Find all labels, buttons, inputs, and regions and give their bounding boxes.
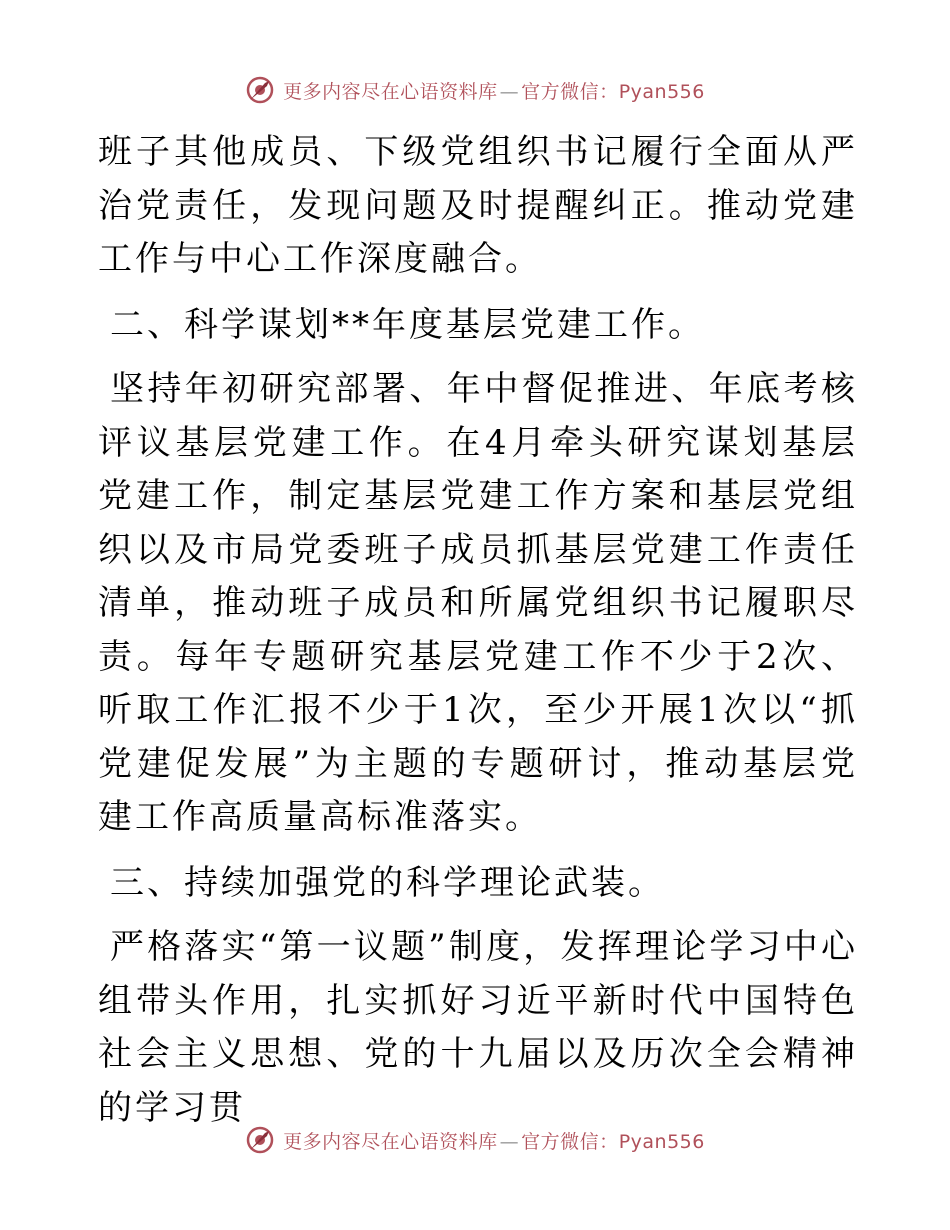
watermark-label: 官方微信： xyxy=(521,80,619,103)
paragraph-section-2: 坚持年初研究部署、年中督促推进、年底考核评议基层党建工作。在4月牵头研究谋划基层党建工作，制定基层党建工作方案和基层党组织以及市局党委班子成员抓基层党建工作责任清单，推动班子成员和所属党组织书记履职尽责。每年专题研究基层党建工作不少于2次、听取工作汇报不少于1次，至少开展1次以“抓党建促发展”为主题的专题研讨，推动基层党建工作高质量高标准落实。 xyxy=(98,369,858,837)
brush-seal-icon xyxy=(245,75,275,105)
watermark-id: Pyan556 xyxy=(618,80,705,103)
watermark-dash: — xyxy=(499,1130,520,1153)
section-heading-3: 三、持续加强党的科学理论武装。 xyxy=(110,862,665,903)
header-watermark xyxy=(0,70,950,110)
paragraph-continuation: 班子其他成员、下级党组织书记履行全面从严治党责任，发现问题及时提醒纠正。推动党建工作与中心工作深度融合。 xyxy=(98,132,858,279)
watermark-site: 更多内容尽在心语资料库 xyxy=(283,1130,498,1153)
watermark-label: 官方微信： xyxy=(521,1130,619,1153)
brush-seal-icon xyxy=(245,1125,275,1155)
watermark-id: Pyan556 xyxy=(618,1130,705,1153)
watermark-dash: — xyxy=(499,80,520,103)
document-body xyxy=(98,126,858,1135)
paragraph-section-3: 严格落实“第一议题”制度，发挥理论学习中心组带头作用，扎实抓好习近平新时代中国特色社会主义思想、党的十九届以及历次全会精神的学习贯 xyxy=(98,927,858,1128)
watermark-text xyxy=(283,1127,705,1154)
section-heading-2: 二、科学谋划**年度基层党建工作。 xyxy=(110,304,705,345)
watermark-site: 更多内容尽在心语资料库 xyxy=(283,80,498,103)
footer-watermark xyxy=(0,1120,950,1160)
watermark-text xyxy=(283,77,705,104)
